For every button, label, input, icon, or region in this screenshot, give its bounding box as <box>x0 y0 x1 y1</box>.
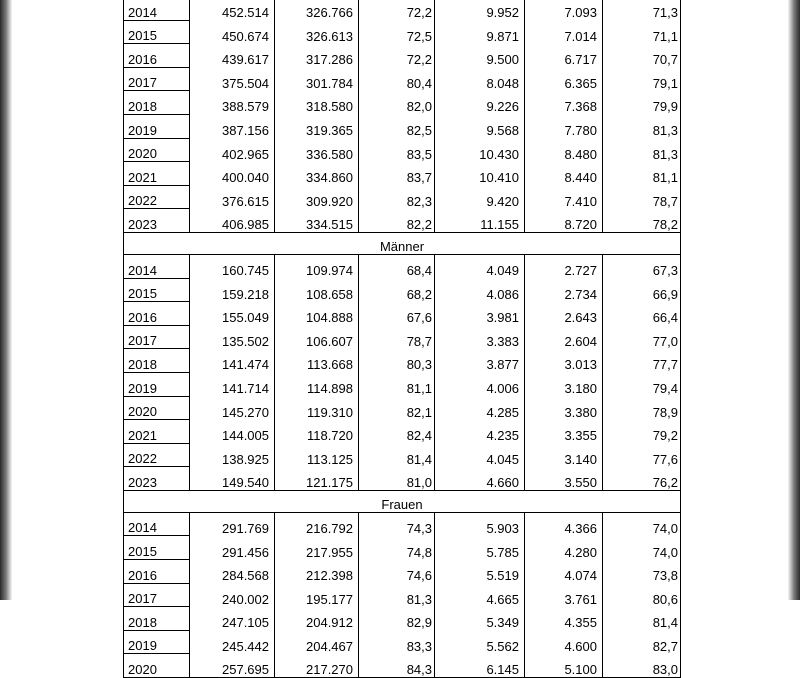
value-cell-v3: 72,2 <box>359 44 435 68</box>
value-cell-v4: 5.562 <box>435 630 525 654</box>
value-cell-v5: 3.140 <box>525 443 603 467</box>
value-cell-v4: 5.349 <box>435 607 525 631</box>
value-cell-v2: 217.955 <box>275 536 359 560</box>
value-cell-v3: 82,1 <box>359 396 435 420</box>
value-cell-v3: 78,7 <box>359 325 435 349</box>
table-row <box>124 467 681 491</box>
value-cell-v1: 245.442 <box>190 630 275 654</box>
value-cell-v6: 81,4 <box>603 607 681 631</box>
value-cell-v3: 81,1 <box>359 372 435 396</box>
value-cell-v1: 145.270 <box>190 396 275 420</box>
value-cell-v1: 291.769 <box>190 512 275 536</box>
value-cell-v2: 216.792 <box>275 512 359 536</box>
value-cell-v3: 80,4 <box>359 67 435 91</box>
value-cell-v2: 301.784 <box>275 67 359 91</box>
table-row <box>124 536 681 560</box>
value-cell-v4: 4.006 <box>435 372 525 396</box>
value-cell-v4: 9.568 <box>435 114 525 138</box>
value-cell-v1: 439.617 <box>190 44 275 68</box>
value-cell-v4: 8.048 <box>435 67 525 91</box>
value-cell-v5: 4.366 <box>525 512 603 536</box>
value-cell-v1: 141.474 <box>190 349 275 373</box>
value-cell-v5: 2.604 <box>525 325 603 349</box>
value-cell-v2: 195.177 <box>275 583 359 607</box>
value-cell-v4: 10.430 <box>435 138 525 162</box>
table-row <box>124 654 681 678</box>
value-cell-v3: 83,7 <box>359 162 435 186</box>
table-row <box>124 209 681 233</box>
value-cell-v1: 376.615 <box>190 185 275 209</box>
value-cell-v4: 4.086 <box>435 278 525 302</box>
year-cell: 2015 <box>124 536 190 560</box>
value-cell-v6: 74,0 <box>603 512 681 536</box>
value-cell-v6: 79,4 <box>603 372 681 396</box>
value-cell-v2: 114.898 <box>275 372 359 396</box>
value-cell-v6: 81,1 <box>603 162 681 186</box>
value-cell-v1: 387.156 <box>190 114 275 138</box>
value-cell-v2: 108.658 <box>275 278 359 302</box>
value-cell-v6: 66,4 <box>603 302 681 326</box>
value-cell-v6: 78,9 <box>603 396 681 420</box>
value-cell-v4: 4.049 <box>435 254 525 278</box>
value-cell-v5: 7.093 <box>525 0 603 20</box>
value-cell-v2: 118.720 <box>275 420 359 444</box>
value-cell-v1: 159.218 <box>190 278 275 302</box>
year-cell: 2020 <box>124 138 190 162</box>
value-cell-v3: 68,4 <box>359 254 435 278</box>
value-cell-v2: 121.175 <box>275 467 359 491</box>
value-cell-v2: 326.613 <box>275 20 359 44</box>
section-header-row <box>124 232 681 254</box>
value-cell-v4: 3.981 <box>435 302 525 326</box>
value-cell-v3: 74,3 <box>359 512 435 536</box>
year-cell: 2018 <box>124 607 190 631</box>
value-cell-v6: 66,9 <box>603 278 681 302</box>
value-cell-v2: 109.974 <box>275 254 359 278</box>
year-cell: 2020 <box>124 654 190 678</box>
table-row <box>124 607 681 631</box>
year-cell: 2020 <box>124 396 190 420</box>
value-cell-v1: 257.695 <box>190 654 275 678</box>
value-cell-v3: 84,3 <box>359 654 435 678</box>
table-row <box>124 44 681 68</box>
value-cell-v5: 3.550 <box>525 467 603 491</box>
value-cell-v5: 5.100 <box>525 654 603 678</box>
year-cell: 2023 <box>124 467 190 491</box>
table-row <box>124 138 681 162</box>
value-cell-v6: 83,0 <box>603 654 681 678</box>
value-cell-v3: 81,4 <box>359 443 435 467</box>
value-cell-v1: 155.049 <box>190 302 275 326</box>
table-row <box>124 630 681 654</box>
value-cell-v6: 79,2 <box>603 420 681 444</box>
value-cell-v1: 160.745 <box>190 254 275 278</box>
value-cell-v1: 144.005 <box>190 420 275 444</box>
value-cell-v2: 336.580 <box>275 138 359 162</box>
value-cell-v6: 73,8 <box>603 560 681 584</box>
table-row <box>124 67 681 91</box>
value-cell-v4: 9.952 <box>435 0 525 20</box>
year-cell: 2017 <box>124 583 190 607</box>
value-cell-v4: 4.660 <box>435 467 525 491</box>
value-cell-v3: 81,0 <box>359 467 435 491</box>
value-cell-v2: 334.515 <box>275 209 359 233</box>
table-row <box>124 20 681 44</box>
value-cell-v1: 138.925 <box>190 443 275 467</box>
value-cell-v3: 67,6 <box>359 302 435 326</box>
value-cell-v6: 70,7 <box>603 44 681 68</box>
year-cell: 2019 <box>124 372 190 396</box>
value-cell-v3: 83,3 <box>359 630 435 654</box>
value-cell-v2: 319.365 <box>275 114 359 138</box>
year-cell: 2017 <box>124 325 190 349</box>
value-cell-v5: 4.355 <box>525 607 603 631</box>
value-cell-v5: 4.280 <box>525 536 603 560</box>
value-cell-v4: 11.155 <box>435 209 525 233</box>
value-cell-v6: 76,2 <box>603 467 681 491</box>
table-row <box>124 443 681 467</box>
year-cell: 2019 <box>124 114 190 138</box>
table-row <box>124 0 681 20</box>
value-cell-v6: 67,3 <box>603 254 681 278</box>
year-cell: 2021 <box>124 420 190 444</box>
value-cell-v6: 78,7 <box>603 185 681 209</box>
year-cell: 2016 <box>124 44 190 68</box>
year-cell: 2018 <box>124 91 190 115</box>
value-cell-v4: 9.226 <box>435 91 525 115</box>
value-cell-v6: 71,3 <box>603 0 681 20</box>
value-cell-v3: 82,3 <box>359 185 435 209</box>
value-cell-v1: 406.985 <box>190 209 275 233</box>
value-cell-v2: 113.125 <box>275 443 359 467</box>
value-cell-v5: 3.355 <box>525 420 603 444</box>
year-cell: 2014 <box>124 0 190 20</box>
value-cell-v6: 77,6 <box>603 443 681 467</box>
table-row <box>124 372 681 396</box>
value-cell-v5: 7.368 <box>525 91 603 115</box>
value-cell-v4: 4.045 <box>435 443 525 467</box>
value-cell-v4: 3.383 <box>435 325 525 349</box>
value-cell-v6: 82,7 <box>603 630 681 654</box>
table-row <box>124 349 681 373</box>
value-cell-v2: 119.310 <box>275 396 359 420</box>
value-cell-v4: 10.410 <box>435 162 525 186</box>
value-cell-v5: 8.480 <box>525 138 603 162</box>
viewer-frame-right <box>788 0 800 600</box>
table-row <box>124 396 681 420</box>
value-cell-v4: 4.235 <box>435 420 525 444</box>
value-cell-v6: 77,7 <box>603 349 681 373</box>
value-cell-v6: 81,3 <box>603 138 681 162</box>
section-header-row <box>124 490 681 512</box>
table-row <box>124 583 681 607</box>
value-cell-v5: 3.013 <box>525 349 603 373</box>
value-cell-v6: 79,9 <box>603 91 681 115</box>
value-cell-v3: 82,4 <box>359 420 435 444</box>
value-cell-v3: 82,2 <box>359 209 435 233</box>
value-cell-v4: 6.145 <box>435 654 525 678</box>
year-cell: 2019 <box>124 630 190 654</box>
value-cell-v5: 3.180 <box>525 372 603 396</box>
value-cell-v6: 79,1 <box>603 67 681 91</box>
table-row <box>124 420 681 444</box>
value-cell-v1: 135.502 <box>190 325 275 349</box>
value-cell-v6: 81,3 <box>603 114 681 138</box>
value-cell-v1: 291.456 <box>190 536 275 560</box>
value-cell-v6: 71,1 <box>603 20 681 44</box>
value-cell-v5: 7.780 <box>525 114 603 138</box>
year-cell: 2021 <box>124 162 190 186</box>
value-cell-v3: 72,2 <box>359 0 435 20</box>
year-cell: 2017 <box>124 67 190 91</box>
value-cell-v2: 212.398 <box>275 560 359 584</box>
table-row <box>124 560 681 584</box>
value-cell-v5: 2.643 <box>525 302 603 326</box>
value-cell-v2: 334.860 <box>275 162 359 186</box>
value-cell-v5: 2.727 <box>525 254 603 278</box>
value-cell-v2: 326.766 <box>275 0 359 20</box>
statistics-table-body <box>124 0 681 678</box>
value-cell-v3: 74,6 <box>359 560 435 584</box>
value-cell-v3: 82,0 <box>359 91 435 115</box>
value-cell-v5: 4.074 <box>525 560 603 584</box>
value-cell-v2: 309.920 <box>275 185 359 209</box>
value-cell-v1: 284.568 <box>190 560 275 584</box>
value-cell-v1: 400.040 <box>190 162 275 186</box>
value-cell-v1: 452.514 <box>190 0 275 20</box>
value-cell-v5: 3.380 <box>525 396 603 420</box>
year-cell: 2015 <box>124 20 190 44</box>
year-cell: 2015 <box>124 278 190 302</box>
table-row <box>124 278 681 302</box>
value-cell-v5: 6.717 <box>525 44 603 68</box>
value-cell-v2: 104.888 <box>275 302 359 326</box>
value-cell-v3: 72,5 <box>359 20 435 44</box>
table-row <box>124 114 681 138</box>
table-row <box>124 325 681 349</box>
value-cell-v1: 149.540 <box>190 467 275 491</box>
value-cell-v4: 4.665 <box>435 583 525 607</box>
year-cell: 2016 <box>124 302 190 326</box>
year-cell: 2016 <box>124 560 190 584</box>
value-cell-v6: 80,6 <box>603 583 681 607</box>
table-row <box>124 91 681 115</box>
year-cell: 2022 <box>124 185 190 209</box>
value-cell-v1: 402.965 <box>190 138 275 162</box>
value-cell-v5: 3.761 <box>525 583 603 607</box>
value-cell-v1: 450.674 <box>190 20 275 44</box>
value-cell-v2: 106.607 <box>275 325 359 349</box>
year-cell: 2014 <box>124 254 190 278</box>
value-cell-v2: 113.668 <box>275 349 359 373</box>
value-cell-v5: 7.410 <box>525 185 603 209</box>
value-cell-v4: 5.519 <box>435 560 525 584</box>
value-cell-v2: 317.286 <box>275 44 359 68</box>
value-cell-v5: 7.014 <box>525 20 603 44</box>
value-cell-v1: 247.105 <box>190 607 275 631</box>
value-cell-v4: 5.785 <box>435 536 525 560</box>
section-label: Männer <box>124 232 681 254</box>
value-cell-v3: 74,8 <box>359 536 435 560</box>
year-cell: 2022 <box>124 443 190 467</box>
value-cell-v4: 3.877 <box>435 349 525 373</box>
table-row <box>124 512 681 536</box>
statistics-table <box>123 0 681 678</box>
value-cell-v5: 8.440 <box>525 162 603 186</box>
document-page <box>12 0 788 678</box>
value-cell-v6: 78,2 <box>603 209 681 233</box>
table-row <box>124 302 681 326</box>
value-cell-v3: 82,9 <box>359 607 435 631</box>
value-cell-v1: 375.504 <box>190 67 275 91</box>
value-cell-v6: 77,0 <box>603 325 681 349</box>
viewer-frame-left <box>0 0 12 600</box>
section-label: Frauen <box>124 490 681 512</box>
value-cell-v6: 74,0 <box>603 536 681 560</box>
year-cell: 2014 <box>124 512 190 536</box>
table-row <box>124 162 681 186</box>
value-cell-v3: 68,2 <box>359 278 435 302</box>
value-cell-v4: 9.500 <box>435 44 525 68</box>
value-cell-v5: 2.734 <box>525 278 603 302</box>
value-cell-v4: 4.285 <box>435 396 525 420</box>
value-cell-v2: 318.580 <box>275 91 359 115</box>
value-cell-v3: 80,3 <box>359 349 435 373</box>
table-row <box>124 185 681 209</box>
table-row <box>124 254 681 278</box>
value-cell-v4: 5.903 <box>435 512 525 536</box>
value-cell-v4: 9.871 <box>435 20 525 44</box>
value-cell-v1: 240.002 <box>190 583 275 607</box>
year-cell: 2018 <box>124 349 190 373</box>
value-cell-v3: 82,5 <box>359 114 435 138</box>
value-cell-v2: 217.270 <box>275 654 359 678</box>
value-cell-v5: 8.720 <box>525 209 603 233</box>
value-cell-v1: 388.579 <box>190 91 275 115</box>
value-cell-v2: 204.912 <box>275 607 359 631</box>
value-cell-v1: 141.714 <box>190 372 275 396</box>
value-cell-v4: 9.420 <box>435 185 525 209</box>
value-cell-v5: 4.600 <box>525 630 603 654</box>
value-cell-v5: 6.365 <box>525 67 603 91</box>
value-cell-v3: 81,3 <box>359 583 435 607</box>
value-cell-v2: 204.467 <box>275 630 359 654</box>
year-cell: 2023 <box>124 209 190 233</box>
value-cell-v3: 83,5 <box>359 138 435 162</box>
